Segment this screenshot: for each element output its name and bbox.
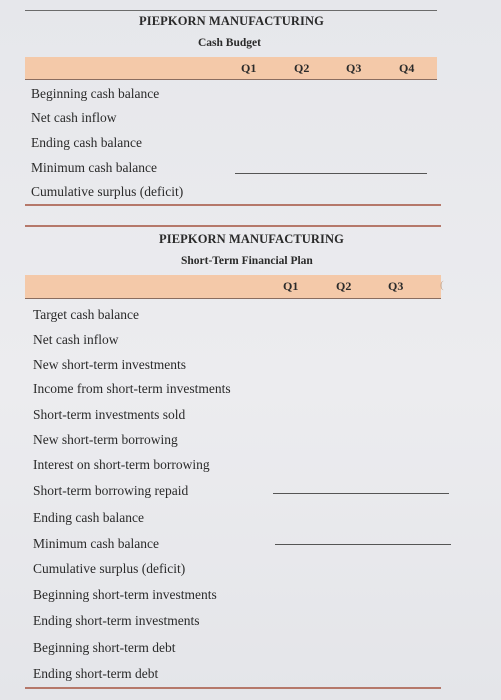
plan-row: Ending cash balance [33,510,144,525]
plan-bottom-rule [25,687,441,689]
cash-budget-q2: Q2 [294,61,310,75]
plan-row: Beginning short-term investments [33,587,217,602]
plan-row: Short-term investments sold [33,407,186,422]
cash-budget-title: Cash Budget [198,37,261,49]
cash-budget-row: Minimum cash balance [31,160,157,175]
cash-budget-row: Beginning cash balance [31,86,160,101]
cut-off-mark: ( [440,279,444,291]
cash-budget-company: PIEPKORN MANUFACTURING [139,14,324,28]
plan-q1: Q1 [283,279,299,293]
cash-budget-q1: Q1 [241,61,257,75]
cash-budget-q3: Q3 [346,61,362,75]
plan-row: Ending short-term investments [33,613,200,628]
plan-row: New short-term investments [33,357,186,372]
plan-company: PIEPKORN MANUFACTURING [159,232,344,246]
cash-budget-underline [235,173,427,174]
plan-underline [275,544,451,545]
plan-row: New short-term borrowing [33,432,178,447]
plan-header-band [25,275,441,299]
cash-budget-header-band [25,57,437,80]
plan-row: Income from short-term investments [33,381,231,396]
plan-row: Minimum cash balance [33,536,159,551]
plan-row: Target cash balance [33,307,139,322]
plan-row: Beginning short-term debt [33,640,176,655]
plan-row: Cumulative surplus (deficit) [33,561,186,576]
plan-row: Short-term borrowing repaid [33,483,189,498]
cash-budget-row: Ending cash balance [31,135,142,150]
plan-q2: Q2 [336,279,352,293]
plan-row: Interest on short-term borrowing [33,457,210,472]
plan-row: Ending short-term debt [33,666,159,681]
plan-underline [273,493,449,494]
cash-budget-bottom-rule [25,204,441,206]
top-rule [25,10,437,11]
cash-budget-q4: Q4 [399,61,415,75]
plan-row: Net cash inflow [33,332,119,347]
plan-title: Short-Term Financial Plan [181,255,313,267]
plan-top-rule [25,225,441,227]
cash-budget-row: Net cash inflow [31,110,117,125]
plan-q3: Q3 [388,279,404,293]
cash-budget-row: Cumulative surplus (deficit) [31,184,184,199]
